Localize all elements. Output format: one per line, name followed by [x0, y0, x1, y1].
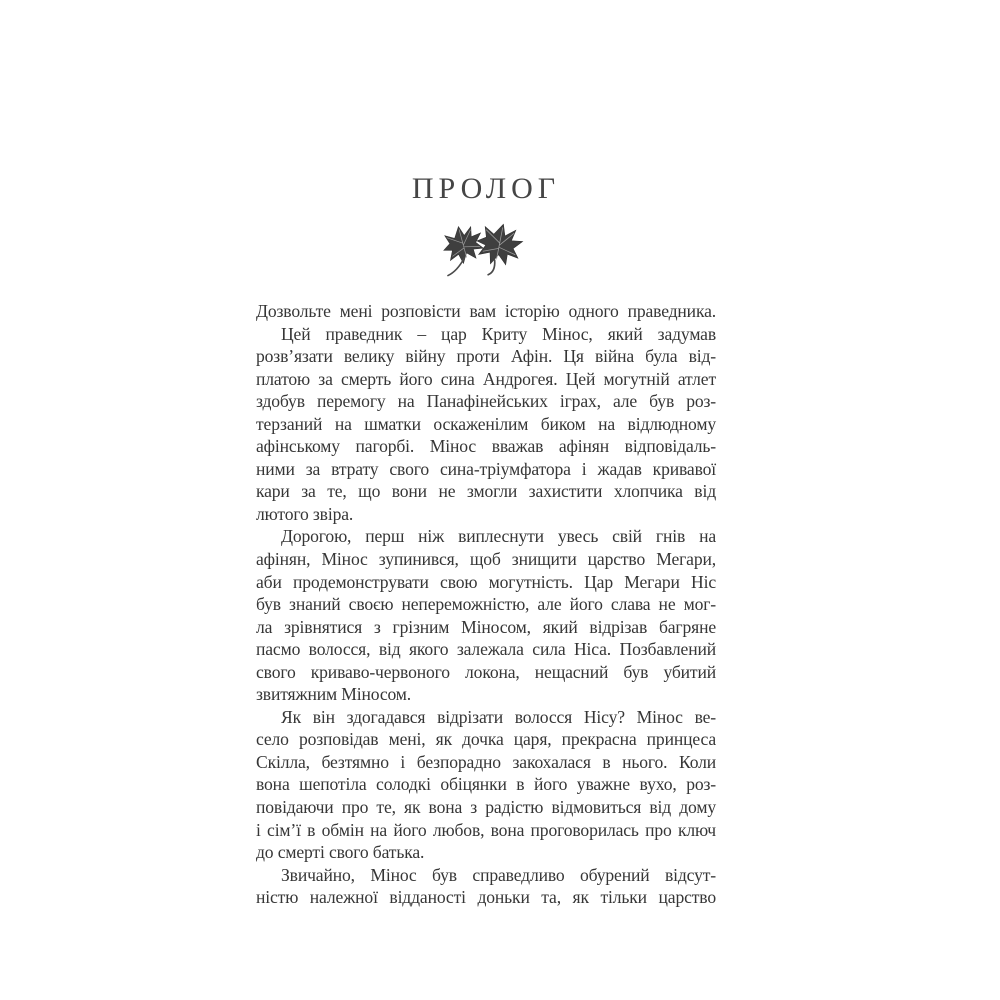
text-line: кари за те, що вони не змогли захистити хлопчика від	[256, 481, 716, 502]
chapter-title: ПРОЛОГ	[411, 172, 561, 205]
text-line: пасмо волосся, від якого залежала сила Ніса. Позбавлений	[256, 639, 716, 660]
text-line: вона шепотіла солодкі обіцянки в його уважне вухо, роз-	[256, 774, 716, 795]
text-line: був знаний своєю непереможністю, але його слава не мог-	[256, 594, 716, 615]
text-line: Дорогою, перш ніж виплеснути увесь свій гнів на	[281, 526, 716, 547]
text-line: афінян, Мінос зупинився, щоб знищити царство Мегари,	[256, 549, 716, 570]
text-line: афінському пагорбі. Мінос вважав афінян відповідаль-	[256, 436, 716, 457]
text-line: Звичайно, Мінос був справедливо обурений відсут-	[281, 864, 716, 885]
text-line: здобув перемогу на Панафінейських іграх, але був роз-	[256, 391, 716, 412]
text-line: ністю належної відданості доньки та, як тільки царство	[256, 887, 716, 908]
text-line: ними за втрату свого сина-тріумфатора і жадав кривавої	[256, 458, 716, 479]
text-line: звитяжним Міносом.	[256, 684, 412, 705]
text-line: Дозвольте мені розповісти вам історію одного праведника.	[256, 301, 716, 321]
text-line: Як він здогадався відрізати волосся Нісу? Мінос ве-	[281, 706, 716, 727]
text-line: село розповідав мені, як дочка царя, прекрасна принцеса	[256, 729, 716, 750]
text-line: терзаний на шматки оскаженілим биком на відлюдному	[256, 413, 716, 434]
text-line: лютого звіра.	[256, 503, 354, 524]
body-text	[256, 300, 716, 909]
text-line: Скілла, безтямно і безпорадно закохалася в нього. Коли	[256, 751, 716, 772]
text-line: до смерті свого батька.	[256, 842, 425, 863]
text-line: повідаючи про те, як вона з радістю відмовиться від дому	[256, 797, 716, 818]
leaf-ornament-icon	[436, 220, 532, 278]
text-line: ла зрівнятися з грізним Міносом, який відрізав багряне	[256, 616, 716, 637]
text-line: і сім’ї в обмін на його любов, вона проговорилась про ключ	[256, 819, 716, 840]
text-line: платою за смерть його сина Андрогея. Цей могутній атлет	[256, 368, 716, 389]
text-line: Цей праведник – цар Криту Мінос, який задумав	[281, 323, 716, 344]
text-line: аби продемонструвати свою могутність. Цар Мегари Ніс	[256, 571, 716, 592]
text-line: свого криваво-червоного локона, нещасний був убитий	[256, 661, 716, 682]
text-line: розв’язати велику війну проти Афін. Ця війна була від-	[256, 346, 716, 367]
